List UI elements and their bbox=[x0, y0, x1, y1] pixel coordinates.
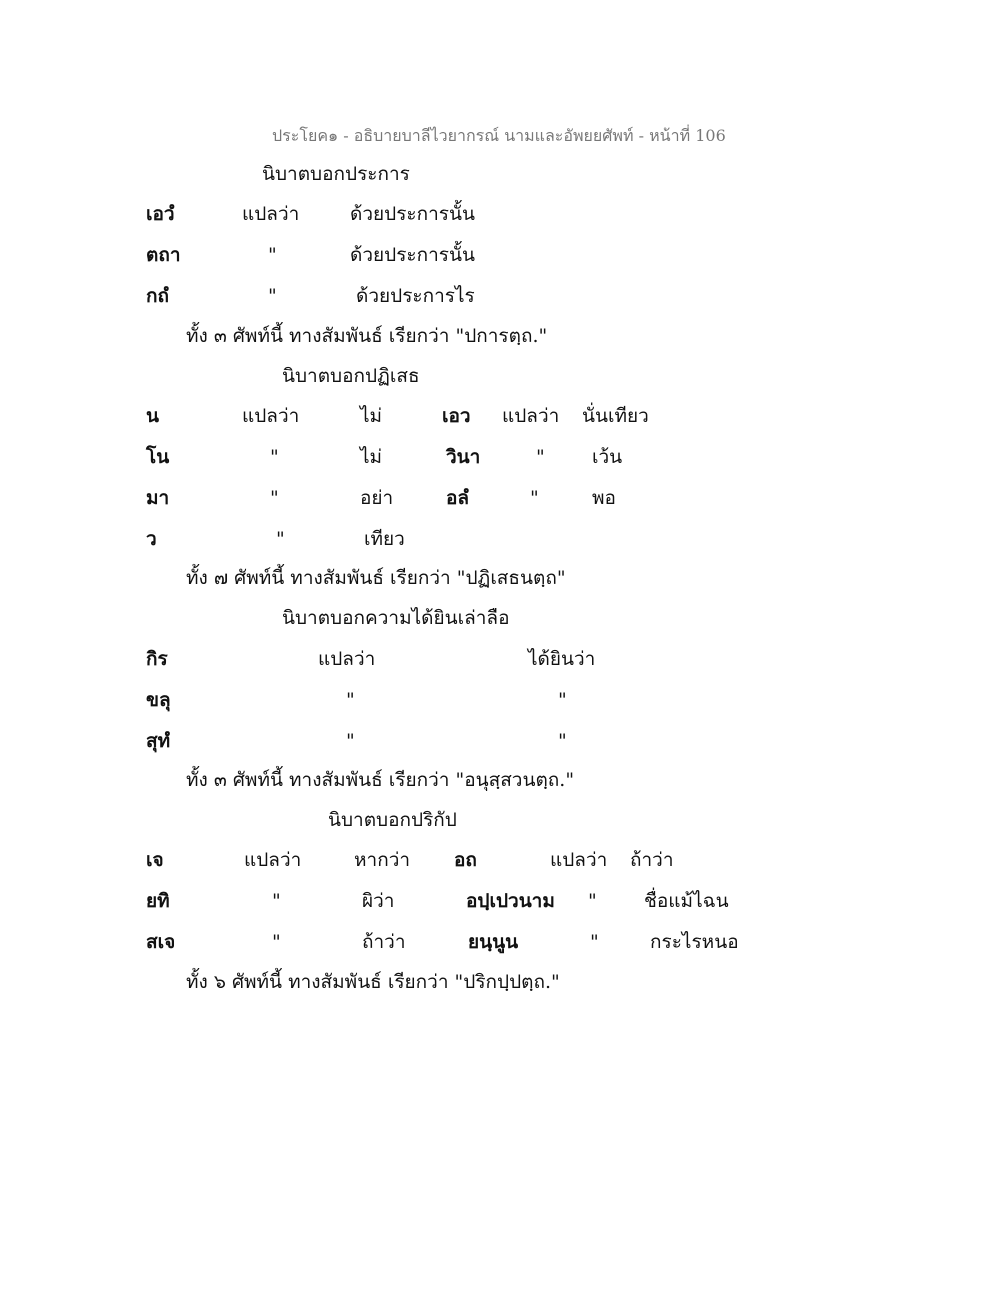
meaning: ผิว่า bbox=[362, 890, 395, 912]
translation-label: แปลว่า bbox=[550, 849, 608, 871]
meaning: ไม่ bbox=[360, 446, 383, 468]
pali-term: กิร bbox=[146, 648, 168, 670]
meaning: เทียว bbox=[364, 528, 405, 550]
translation-label: แปลว่า bbox=[242, 405, 300, 427]
pali-term: เอว bbox=[442, 405, 471, 427]
meaning: พอ bbox=[592, 487, 616, 509]
meaning: นั่นเทียว bbox=[582, 405, 649, 427]
section-heading: นิบาตบอกความได้ยินเล่าลือ bbox=[282, 607, 510, 629]
pali-term: สเจ bbox=[146, 931, 176, 953]
meaning: ถ้าว่า bbox=[362, 931, 406, 953]
ditto-mark: " bbox=[272, 931, 281, 953]
pali-term: อถ bbox=[454, 849, 477, 871]
translation-label: แปลว่า bbox=[318, 648, 376, 670]
ditto-mark: " bbox=[346, 730, 355, 752]
section-heading: นิบาตบอกปฏิเสธ bbox=[282, 365, 420, 387]
ditto-mark: " bbox=[276, 528, 285, 550]
ditto-mark: " bbox=[268, 244, 277, 266]
ditto-mark: " bbox=[530, 487, 539, 509]
pali-term: สุทํ bbox=[146, 730, 171, 752]
pali-term: ขลุ bbox=[146, 689, 171, 711]
ditto-mark: " bbox=[272, 890, 281, 912]
pali-term: วินา bbox=[446, 446, 481, 468]
translation-label: แปลว่า bbox=[502, 405, 560, 427]
section-summary: ทั้ง ๖ ศัพท์นี้ ทางสัมพันธ์ เรียกว่า "ปริกปฺปตฺถ." bbox=[186, 971, 560, 993]
ditto-mark: " bbox=[590, 931, 599, 953]
pali-term: กถํ bbox=[146, 285, 170, 307]
ditto-mark: " bbox=[268, 285, 277, 307]
ditto-mark: " bbox=[588, 890, 597, 912]
meaning: ด้วยประการนั้น bbox=[350, 244, 475, 266]
translation-label: แปลว่า bbox=[244, 849, 302, 871]
ditto-mark: " bbox=[270, 487, 279, 509]
section-summary: ทั้ง ๓ ศัพท์นี้ ทางสัมพันธ์ เรียกว่า "อนุสฺสวนตฺถ." bbox=[186, 769, 575, 791]
pali-term: น bbox=[146, 405, 159, 427]
meaning: ด้วยประการไร bbox=[356, 285, 475, 307]
page-header: ประโยค๑ - อธิบายบาลีไวยากรณ์ นามและอัพยยศัพท์ - หน้าที่ 106 bbox=[272, 126, 726, 145]
pali-term: อลํ bbox=[446, 487, 470, 509]
translation-label: แปลว่า bbox=[242, 203, 300, 225]
pali-term: โน bbox=[146, 446, 170, 468]
pali-term: อปฺเปวนาม bbox=[466, 890, 555, 912]
section-summary: ทั้ง ๗ ศัพท์นี้ ทางสัมพันธ์ เรียกว่า "ปฏิเสธนตฺถ" bbox=[186, 567, 566, 589]
ditto-mark: " bbox=[270, 446, 279, 468]
meaning: กระไรหนอ bbox=[650, 931, 739, 953]
meaning: ชื่อแม้ไฉน bbox=[644, 890, 729, 912]
section-heading: นิบาตบอกประการ bbox=[262, 163, 410, 185]
ditto-mark: " bbox=[536, 446, 545, 468]
meaning: ถ้าว่า bbox=[630, 849, 674, 871]
meaning: อย่า bbox=[360, 487, 394, 509]
ditto-mark: " bbox=[346, 689, 355, 711]
meaning: หากว่า bbox=[354, 849, 411, 871]
pali-term: ตถา bbox=[146, 244, 181, 266]
pali-term: ว bbox=[146, 528, 157, 550]
ditto-mark: " bbox=[558, 730, 567, 752]
pali-term: ยนฺนูน bbox=[468, 931, 519, 953]
section-summary: ทั้ง ๓ ศัพท์นี้ ทางสัมพันธ์ เรียกว่า "ปการตฺถ." bbox=[186, 325, 548, 347]
pali-term: ยทิ bbox=[146, 890, 170, 912]
meaning: ได้ยินว่า bbox=[528, 648, 596, 670]
pali-term: เจ bbox=[146, 849, 164, 871]
ditto-mark: " bbox=[558, 689, 567, 711]
meaning: ไม่ bbox=[360, 405, 383, 427]
meaning: ด้วยประการนั้น bbox=[350, 203, 475, 225]
pali-term: มา bbox=[146, 487, 170, 509]
meaning: เว้น bbox=[592, 446, 623, 468]
pali-term: เอวํ bbox=[146, 203, 175, 225]
section-heading: นิบาตบอกปริกัป bbox=[328, 809, 457, 831]
